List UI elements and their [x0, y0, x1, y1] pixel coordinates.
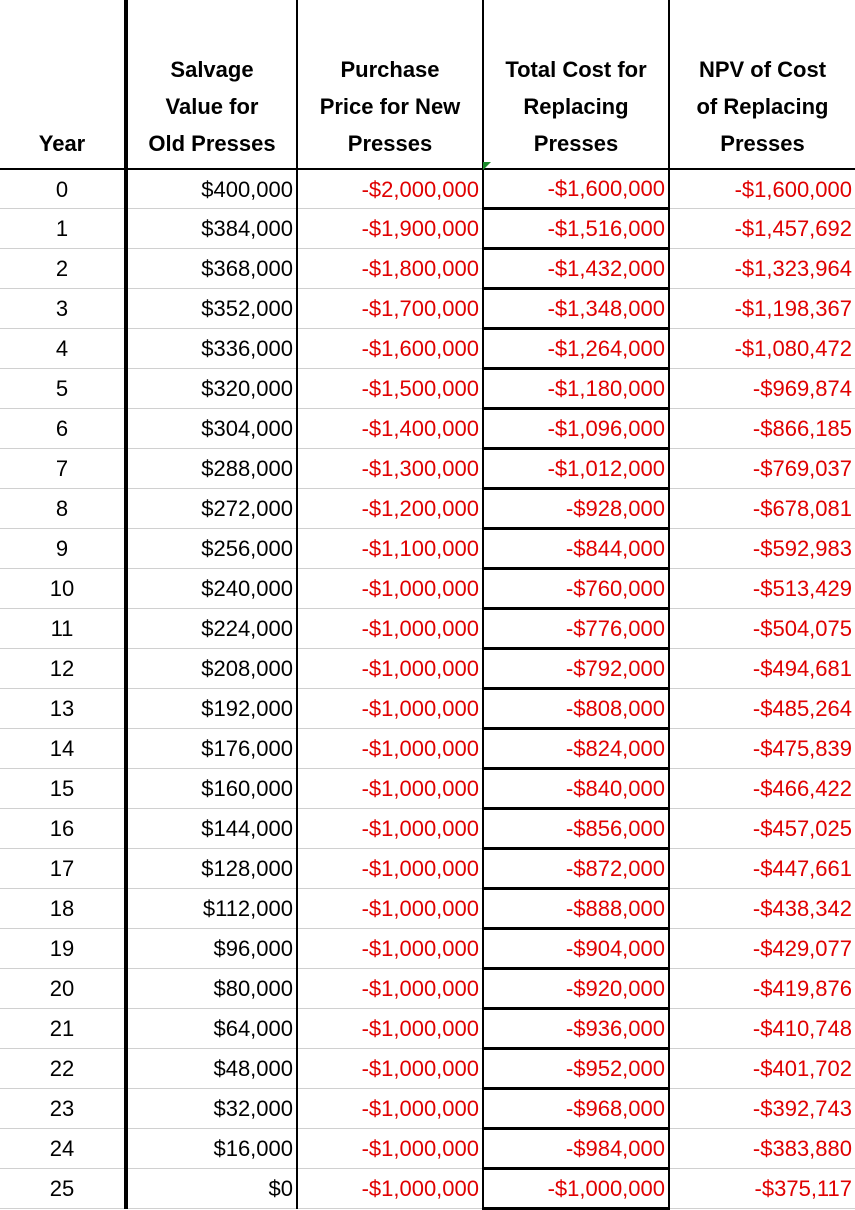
- purchase-cell[interactable]: -$1,600,000: [297, 329, 483, 369]
- purchase-cell[interactable]: -$1,800,000: [297, 249, 483, 289]
- npv-cell[interactable]: -$1,198,367: [669, 289, 855, 329]
- npv-cell[interactable]: -$678,081: [669, 489, 855, 529]
- year-cell[interactable]: 18: [0, 889, 126, 929]
- salvage-cell[interactable]: $352,000: [126, 289, 297, 329]
- purchase-cell[interactable]: -$1,000,000: [297, 1129, 483, 1169]
- salvage-cell[interactable]: $288,000: [126, 449, 297, 489]
- npv-cell[interactable]: -$513,429: [669, 569, 855, 609]
- purchase-cell[interactable]: -$1,000,000: [297, 649, 483, 689]
- header-salvage-value[interactable]: Salvage Value for Old Presses: [126, 0, 297, 169]
- purchase-cell[interactable]: -$1,000,000: [297, 809, 483, 849]
- table-row: [0, 729, 855, 769]
- table-body: [0, 169, 855, 1209]
- salvage-cell[interactable]: $112,000: [126, 889, 297, 929]
- salvage-cell[interactable]: $192,000: [126, 689, 297, 729]
- salvage-cell[interactable]: $256,000: [126, 529, 297, 569]
- total-cost-cell[interactable]: -$1,264,000: [483, 329, 669, 369]
- purchase-cell[interactable]: -$1,000,000: [297, 769, 483, 809]
- total-cost-cell[interactable]: -$776,000: [483, 609, 669, 649]
- total-cost-cell[interactable]: -$840,000: [483, 769, 669, 809]
- year-cell[interactable]: 13: [0, 689, 126, 729]
- total-cost-cell[interactable]: -$968,000: [483, 1089, 669, 1129]
- purchase-cell[interactable]: -$1,000,000: [297, 929, 483, 969]
- total-cost-cell[interactable]: -$872,000: [483, 849, 669, 889]
- salvage-cell[interactable]: $144,000: [126, 809, 297, 849]
- total-cost-cell[interactable]: -$904,000: [483, 929, 669, 969]
- total-cost-cell[interactable]: -$1,000,000: [483, 1169, 669, 1209]
- purchase-cell[interactable]: -$1,500,000: [297, 369, 483, 409]
- npv-cell[interactable]: -$419,876: [669, 969, 855, 1009]
- table-row: [0, 689, 855, 729]
- total-cost-cell[interactable]: -$928,000: [483, 489, 669, 529]
- year-cell[interactable]: 10: [0, 569, 126, 609]
- year-cell[interactable]: 6: [0, 409, 126, 449]
- npv-cell[interactable]: -$866,185: [669, 409, 855, 449]
- purchase-cell[interactable]: -$1,700,000: [297, 289, 483, 329]
- year-cell[interactable]: 7: [0, 449, 126, 489]
- total-cost-cell[interactable]: -$1,516,000: [483, 209, 669, 249]
- npv-cell[interactable]: -$410,748: [669, 1009, 855, 1049]
- purchase-cell[interactable]: -$1,000,000: [297, 729, 483, 769]
- header-total-cost[interactable]: Total Cost for Replacing Presses: [483, 0, 669, 169]
- npv-cell[interactable]: -$401,702: [669, 1049, 855, 1089]
- purchase-cell[interactable]: -$1,100,000: [297, 529, 483, 569]
- table-row: [0, 489, 855, 529]
- total-cost-cell[interactable]: -$936,000: [483, 1009, 669, 1049]
- year-cell[interactable]: 23: [0, 1089, 126, 1129]
- salvage-cell[interactable]: $224,000: [126, 609, 297, 649]
- salvage-cell[interactable]: $16,000: [126, 1129, 297, 1169]
- salvage-cell[interactable]: $384,000: [126, 209, 297, 249]
- salvage-cell[interactable]: $0: [126, 1169, 297, 1209]
- table-row: [0, 529, 855, 569]
- salvage-cell[interactable]: $160,000: [126, 769, 297, 809]
- table-row: [0, 249, 855, 289]
- year-cell[interactable]: 15: [0, 769, 126, 809]
- year-cell[interactable]: 17: [0, 849, 126, 889]
- salvage-cell[interactable]: $336,000: [126, 329, 297, 369]
- npv-cell[interactable]: -$392,743: [669, 1089, 855, 1129]
- table-row: [0, 1169, 855, 1209]
- purchase-cell[interactable]: -$1,000,000: [297, 889, 483, 929]
- table-row: [0, 1009, 855, 1049]
- total-cost-cell[interactable]: -$844,000: [483, 529, 669, 569]
- year-cell[interactable]: 19: [0, 929, 126, 969]
- total-cost-cell[interactable]: -$1,012,000: [483, 449, 669, 489]
- npv-cell[interactable]: -$494,681: [669, 649, 855, 689]
- npv-cell[interactable]: -$592,983: [669, 529, 855, 569]
- salvage-cell[interactable]: $96,000: [126, 929, 297, 969]
- npv-cell[interactable]: -$375,117: [669, 1169, 855, 1209]
- table-row: [0, 329, 855, 369]
- npv-cell[interactable]: -$457,025: [669, 809, 855, 849]
- table-row: [0, 769, 855, 809]
- purchase-cell[interactable]: -$1,000,000: [297, 1089, 483, 1129]
- table-row: [0, 1049, 855, 1089]
- total-cost-cell[interactable]: -$760,000: [483, 569, 669, 609]
- total-cost-cell[interactable]: -$1,348,000: [483, 289, 669, 329]
- purchase-cell[interactable]: -$1,200,000: [297, 489, 483, 529]
- purchase-cell[interactable]: -$1,000,000: [297, 849, 483, 889]
- npv-cell[interactable]: -$485,264: [669, 689, 855, 729]
- table-row: [0, 409, 855, 449]
- purchase-cell[interactable]: -$1,000,000: [297, 1049, 483, 1089]
- table-row: [0, 889, 855, 929]
- header-npv-cost[interactable]: NPV of Cost of Replacing Presses: [669, 0, 855, 169]
- cell-error-marker-icon: [483, 162, 491, 170]
- total-cost-cell[interactable]: -$1,180,000: [483, 369, 669, 409]
- year-cell[interactable]: 11: [0, 609, 126, 649]
- npv-cell[interactable]: -$383,880: [669, 1129, 855, 1169]
- table-row: [0, 649, 855, 689]
- total-cost-cell[interactable]: -$856,000: [483, 809, 669, 849]
- total-cost-cell[interactable]: -$808,000: [483, 689, 669, 729]
- npv-cell[interactable]: -$438,342: [669, 889, 855, 929]
- purchase-cell[interactable]: -$1,000,000: [297, 1009, 483, 1049]
- year-cell[interactable]: 8: [0, 489, 126, 529]
- table-header: [0, 0, 855, 169]
- salvage-cell[interactable]: $368,000: [126, 249, 297, 289]
- year-cell[interactable]: 9: [0, 529, 126, 569]
- year-cell[interactable]: 5: [0, 369, 126, 409]
- header-year[interactable]: Year: [0, 0, 126, 169]
- npv-cell[interactable]: -$447,661: [669, 849, 855, 889]
- purchase-cell[interactable]: -$2,000,000: [297, 169, 483, 209]
- year-cell[interactable]: 3: [0, 289, 126, 329]
- npv-cell[interactable]: -$504,075: [669, 609, 855, 649]
- total-cost-cell[interactable]: -$984,000: [483, 1129, 669, 1169]
- year-cell[interactable]: 2: [0, 249, 126, 289]
- total-cost-cell[interactable]: -$792,000: [483, 649, 669, 689]
- total-cost-cell[interactable]: -$1,432,000: [483, 249, 669, 289]
- table-row: [0, 169, 855, 209]
- purchase-cell[interactable]: -$1,000,000: [297, 689, 483, 729]
- year-cell[interactable]: 12: [0, 649, 126, 689]
- table-row: [0, 969, 855, 1009]
- npv-cell[interactable]: -$1,600,000: [669, 169, 855, 209]
- total-cost-cell[interactable]: -$888,000: [483, 889, 669, 929]
- salvage-cell[interactable]: $128,000: [126, 849, 297, 889]
- purchase-cell[interactable]: -$1,000,000: [297, 609, 483, 649]
- year-cell[interactable]: 14: [0, 729, 126, 769]
- salvage-cell[interactable]: $80,000: [126, 969, 297, 1009]
- total-cost-cell[interactable]: -$920,000: [483, 969, 669, 1009]
- salvage-cell[interactable]: $208,000: [126, 649, 297, 689]
- year-cell[interactable]: 25: [0, 1169, 126, 1209]
- purchase-cell[interactable]: -$1,000,000: [297, 569, 483, 609]
- salvage-cell[interactable]: $272,000: [126, 489, 297, 529]
- table-row: [0, 289, 855, 329]
- salvage-cell[interactable]: $240,000: [126, 569, 297, 609]
- total-cost-cell[interactable]: -$1,096,000: [483, 409, 669, 449]
- table-row: [0, 809, 855, 849]
- year-cell[interactable]: 21: [0, 1009, 126, 1049]
- salvage-cell[interactable]: $64,000: [126, 1009, 297, 1049]
- table-row: [0, 1129, 855, 1169]
- purchase-cell[interactable]: -$1,300,000: [297, 449, 483, 489]
- total-cost-cell[interactable]: -$1,600,000: [483, 169, 669, 209]
- npv-cell[interactable]: -$475,839: [669, 729, 855, 769]
- year-cell[interactable]: 0: [0, 169, 126, 209]
- npv-cell[interactable]: -$466,422: [669, 769, 855, 809]
- salvage-cell[interactable]: $48,000: [126, 1049, 297, 1089]
- table-row: [0, 209, 855, 249]
- year-cell[interactable]: 16: [0, 809, 126, 849]
- npv-cell[interactable]: -$1,323,964: [669, 249, 855, 289]
- year-cell[interactable]: 1: [0, 209, 126, 249]
- purchase-cell[interactable]: -$1,000,000: [297, 1169, 483, 1209]
- year-cell[interactable]: 22: [0, 1049, 126, 1089]
- table-row: [0, 449, 855, 489]
- npv-cell[interactable]: -$429,077: [669, 929, 855, 969]
- npv-cell[interactable]: -$1,457,692: [669, 209, 855, 249]
- table-row: [0, 609, 855, 649]
- total-cost-cell[interactable]: -$824,000: [483, 729, 669, 769]
- purchase-cell[interactable]: -$1,000,000: [297, 969, 483, 1009]
- header-row: [0, 0, 855, 169]
- table-row: [0, 929, 855, 969]
- npv-cell[interactable]: -$1,080,472: [669, 329, 855, 369]
- salvage-cell[interactable]: $304,000: [126, 409, 297, 449]
- header-purchase-price[interactable]: Purchase Price for New Presses: [297, 0, 483, 169]
- purchase-cell[interactable]: -$1,400,000: [297, 409, 483, 449]
- salvage-cell[interactable]: $320,000: [126, 369, 297, 409]
- year-cell[interactable]: 20: [0, 969, 126, 1009]
- purchase-cell[interactable]: -$1,900,000: [297, 209, 483, 249]
- npv-cell[interactable]: -$969,874: [669, 369, 855, 409]
- total-cost-cell[interactable]: -$952,000: [483, 1049, 669, 1089]
- table-row: [0, 1089, 855, 1129]
- salvage-cell[interactable]: $400,000: [126, 169, 297, 209]
- table-row: [0, 569, 855, 609]
- year-cell[interactable]: 24: [0, 1129, 126, 1169]
- salvage-cell[interactable]: $176,000: [126, 729, 297, 769]
- table-row: [0, 849, 855, 889]
- year-cell[interactable]: 4: [0, 329, 126, 369]
- table-row: [0, 369, 855, 409]
- npv-cell[interactable]: -$769,037: [669, 449, 855, 489]
- salvage-cell[interactable]: $32,000: [126, 1089, 297, 1129]
